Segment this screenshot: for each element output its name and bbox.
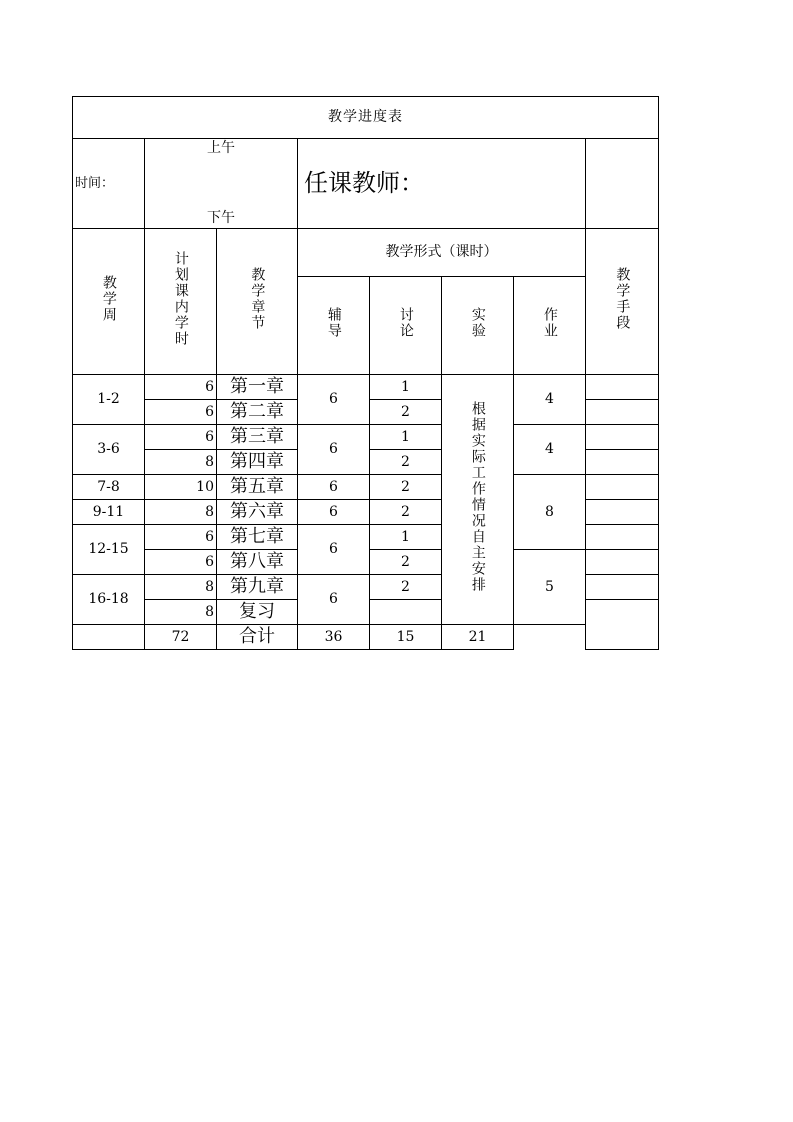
col-form-group: 教学形式（课时） [298, 229, 586, 277]
table-row [73, 375, 659, 400]
means-cell [586, 575, 659, 600]
tutoring-cell: 6 [298, 575, 370, 625]
means-cell [586, 525, 659, 550]
hours-cell: 10 [145, 475, 217, 500]
homework-cell: 4 [514, 425, 586, 475]
homework-cell: 5 [514, 550, 586, 625]
chapter-cell: 第五章 [217, 475, 298, 500]
total-discussion-cell: 15 [370, 625, 442, 650]
discussion-cell: 2 [370, 450, 442, 475]
total-week-cell [73, 625, 145, 650]
discussion-cell: 1 [370, 525, 442, 550]
means-cell [586, 500, 659, 525]
tutoring-cell: 6 [298, 500, 370, 525]
pm-label: 下午 [207, 210, 235, 227]
hours-cell: 6 [145, 400, 217, 425]
discussion-cell: 2 [370, 550, 442, 575]
chapter-cell: 第一章 [217, 375, 298, 400]
tutoring-cell: 6 [298, 525, 370, 575]
am-pm-cell [145, 139, 298, 229]
chapter-cell: 第四章 [217, 450, 298, 475]
hours-cell: 8 [145, 450, 217, 475]
am-label: 上午 [207, 140, 235, 156]
col-discussion: 讨论 [370, 277, 442, 375]
means-cell [586, 550, 659, 575]
week-cell: 12-15 [73, 525, 145, 575]
means-cell [586, 600, 659, 650]
hours-cell: 8 [145, 575, 217, 600]
means-cell [586, 375, 659, 400]
tutoring-cell: 6 [298, 375, 370, 425]
discussion-cell: 1 [370, 375, 442, 400]
chapter-cell: 第八章 [217, 550, 298, 575]
col-planned-hours: 计划课内学时 [145, 229, 217, 375]
discussion-cell: 2 [370, 500, 442, 525]
table-row [73, 425, 659, 450]
discussion-cell: 2 [370, 475, 442, 500]
chapter-cell: 第九章 [217, 575, 298, 600]
hours-cell: 6 [145, 375, 217, 400]
discussion-cell [370, 600, 442, 625]
col-means: 教学手段 [586, 229, 659, 375]
table-row [73, 475, 659, 500]
hours-cell: 6 [145, 525, 217, 550]
week-cell: 1-2 [73, 375, 145, 425]
homework-cell: 8 [514, 475, 586, 550]
hours-cell: 6 [145, 425, 217, 450]
schedule-table [72, 96, 659, 650]
week-cell: 9-11 [73, 500, 145, 525]
total-hours-cell: 72 [145, 625, 217, 650]
means-cell [586, 400, 659, 425]
time-label: 时间： [73, 139, 145, 229]
week-cell: 3-6 [73, 425, 145, 475]
tutoring-cell: 6 [298, 425, 370, 475]
teacher-label: 任课教师： [298, 139, 586, 229]
hours-cell: 8 [145, 500, 217, 525]
discussion-cell: 1 [370, 425, 442, 450]
hours-cell: 6 [145, 550, 217, 575]
homework-cell: 4 [514, 375, 586, 425]
col-chapter: 教学章节 [217, 229, 298, 375]
means-cell [586, 475, 659, 500]
week-cell: 7-8 [73, 475, 145, 500]
means-cell [586, 450, 659, 475]
chapter-cell: 第三章 [217, 425, 298, 450]
discussion-cell: 2 [370, 575, 442, 600]
chapter-cell: 复习 [217, 600, 298, 625]
col-week: 教学周 [73, 229, 145, 375]
tutoring-cell: 6 [298, 475, 370, 500]
header-blank [586, 139, 659, 229]
chapter-cell: 第二章 [217, 400, 298, 425]
col-tutoring: 辅导 [298, 277, 370, 375]
week-cell: 16-18 [73, 575, 145, 625]
total-row [73, 625, 659, 650]
page-title: 教学进度表 [73, 97, 659, 139]
means-cell [586, 425, 659, 450]
total-label: 合计 [217, 625, 298, 650]
col-experiment: 实验 [442, 277, 514, 375]
chapter-cell: 第七章 [217, 525, 298, 550]
experiment-note: 根据实际工作情况自主安排 [442, 375, 514, 625]
total-homework-cell: 21 [442, 625, 514, 650]
total-tutoring-cell: 36 [298, 625, 370, 650]
hours-cell: 8 [145, 600, 217, 625]
col-homework: 作业 [514, 277, 586, 375]
discussion-cell: 2 [370, 400, 442, 425]
chapter-cell: 第六章 [217, 500, 298, 525]
